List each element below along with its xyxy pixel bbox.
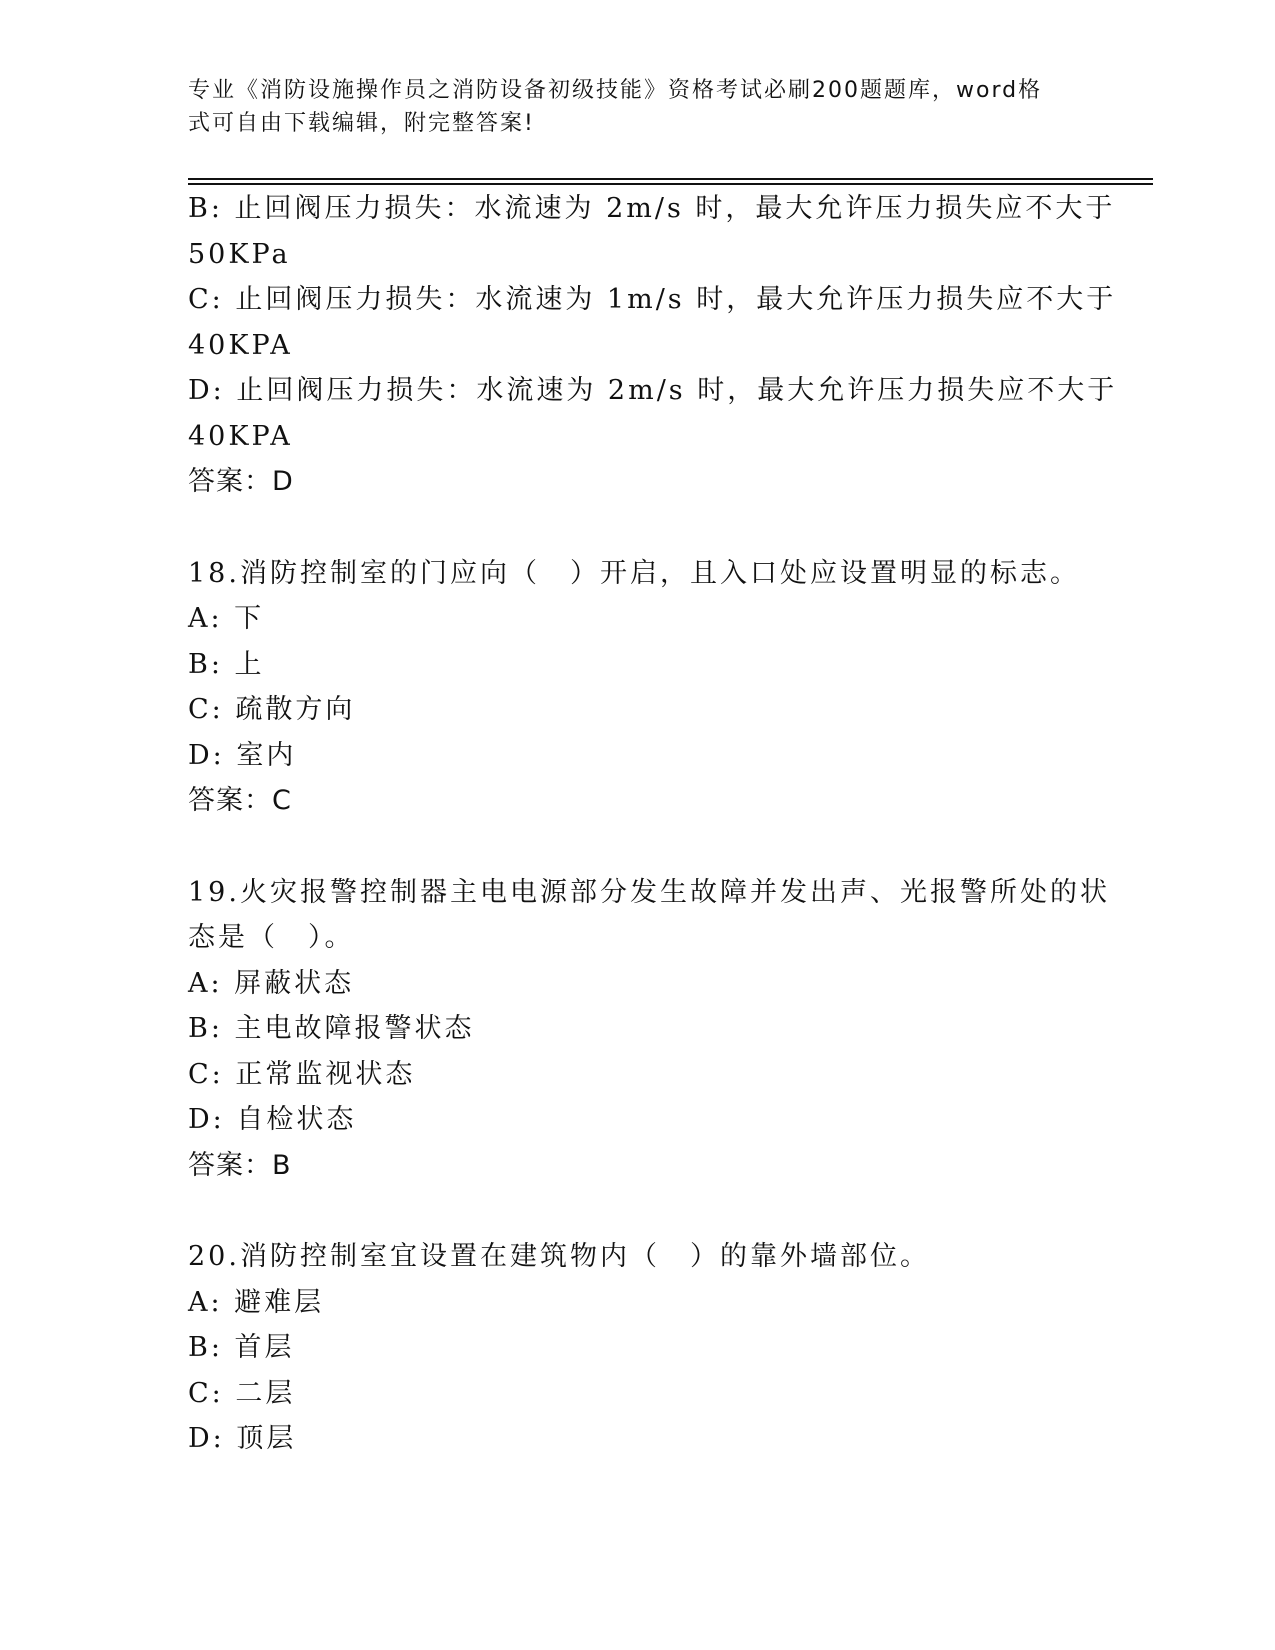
- q18-answer: 答案：C: [188, 785, 292, 816]
- q20-option-c: C: 二层: [188, 1377, 296, 1409]
- q18-question: 18.消防控制室的门应向（ ）开启，且入口处应设置明显的标志。: [188, 557, 1080, 589]
- header-rule-top: [188, 178, 1153, 180]
- q19-question-line-2: 态是（ ）。: [188, 922, 355, 953]
- q19-option-a: A: 屏蔽状态: [188, 967, 355, 999]
- q17-answer: 答案：D: [188, 466, 294, 497]
- q18-option-b: B: 上: [188, 648, 265, 680]
- question-17: [188, 186, 1118, 505]
- header-rule-bottom: [188, 183, 1153, 185]
- q19-answer: 答案：B: [188, 1149, 292, 1181]
- q19-option-c: C: 正常监视状态: [188, 1058, 416, 1090]
- q18-option-c: C: 疏散方向: [188, 694, 356, 725]
- question-18: [188, 551, 1088, 824]
- q18-option-d: D: 室内: [188, 739, 297, 771]
- q20-option-b: B: 首层: [188, 1332, 295, 1363]
- spacer: [188, 1188, 1088, 1234]
- q17-option-b-line-2: 50KPa: [188, 238, 291, 270]
- spacer: [188, 505, 1088, 551]
- header-line-2: 式可自由下载编辑，附完整答案!: [188, 111, 535, 136]
- q19-option-d: D: 自检状态: [188, 1104, 357, 1135]
- q18-option-a: A: 下: [188, 603, 265, 634]
- q17-option-c-line-2: 40KPA: [188, 329, 293, 361]
- spacer: [188, 824, 1088, 870]
- q17-option-c-line-1: C: 止回阀压力损失：水流速为 1m/s 时，最大允许压力损失应不大于: [188, 284, 1117, 315]
- q20-option-a: A: 避难层: [188, 1286, 325, 1318]
- q17-option-b-line-1: B: 止回阀压力损失：水流速为 2m/s 时，最大允许压力损失应不大于: [188, 193, 1116, 224]
- q20-option-d: D: 顶层: [188, 1423, 297, 1454]
- q19-question-line-1: 19.火灾报警控制器主电电源部分发生故障并发出声、光报警所处的状: [188, 876, 1110, 908]
- q20-question: 20.消防控制室宜设置在建筑物内（ ）的靠外墙部位。: [188, 1241, 930, 1272]
- question-19: [188, 870, 1110, 1189]
- q19-option-b: B: 主电故障报警状态: [188, 1013, 475, 1044]
- question-20: [188, 1234, 1088, 1462]
- q17-option-d-line-2: 40KPA: [188, 420, 293, 452]
- q17-option-d-line-1: D: 止回阀压力损失：水流速为 2m/s 时，最大允许压力损失应不大于: [188, 375, 1118, 406]
- question-list: [188, 186, 1118, 1462]
- document-header: [188, 74, 1088, 140]
- header-line-1: 专业《消防设施操作员之消防设备初级技能》资格考试必刷200题题库，word格: [188, 78, 1043, 103]
